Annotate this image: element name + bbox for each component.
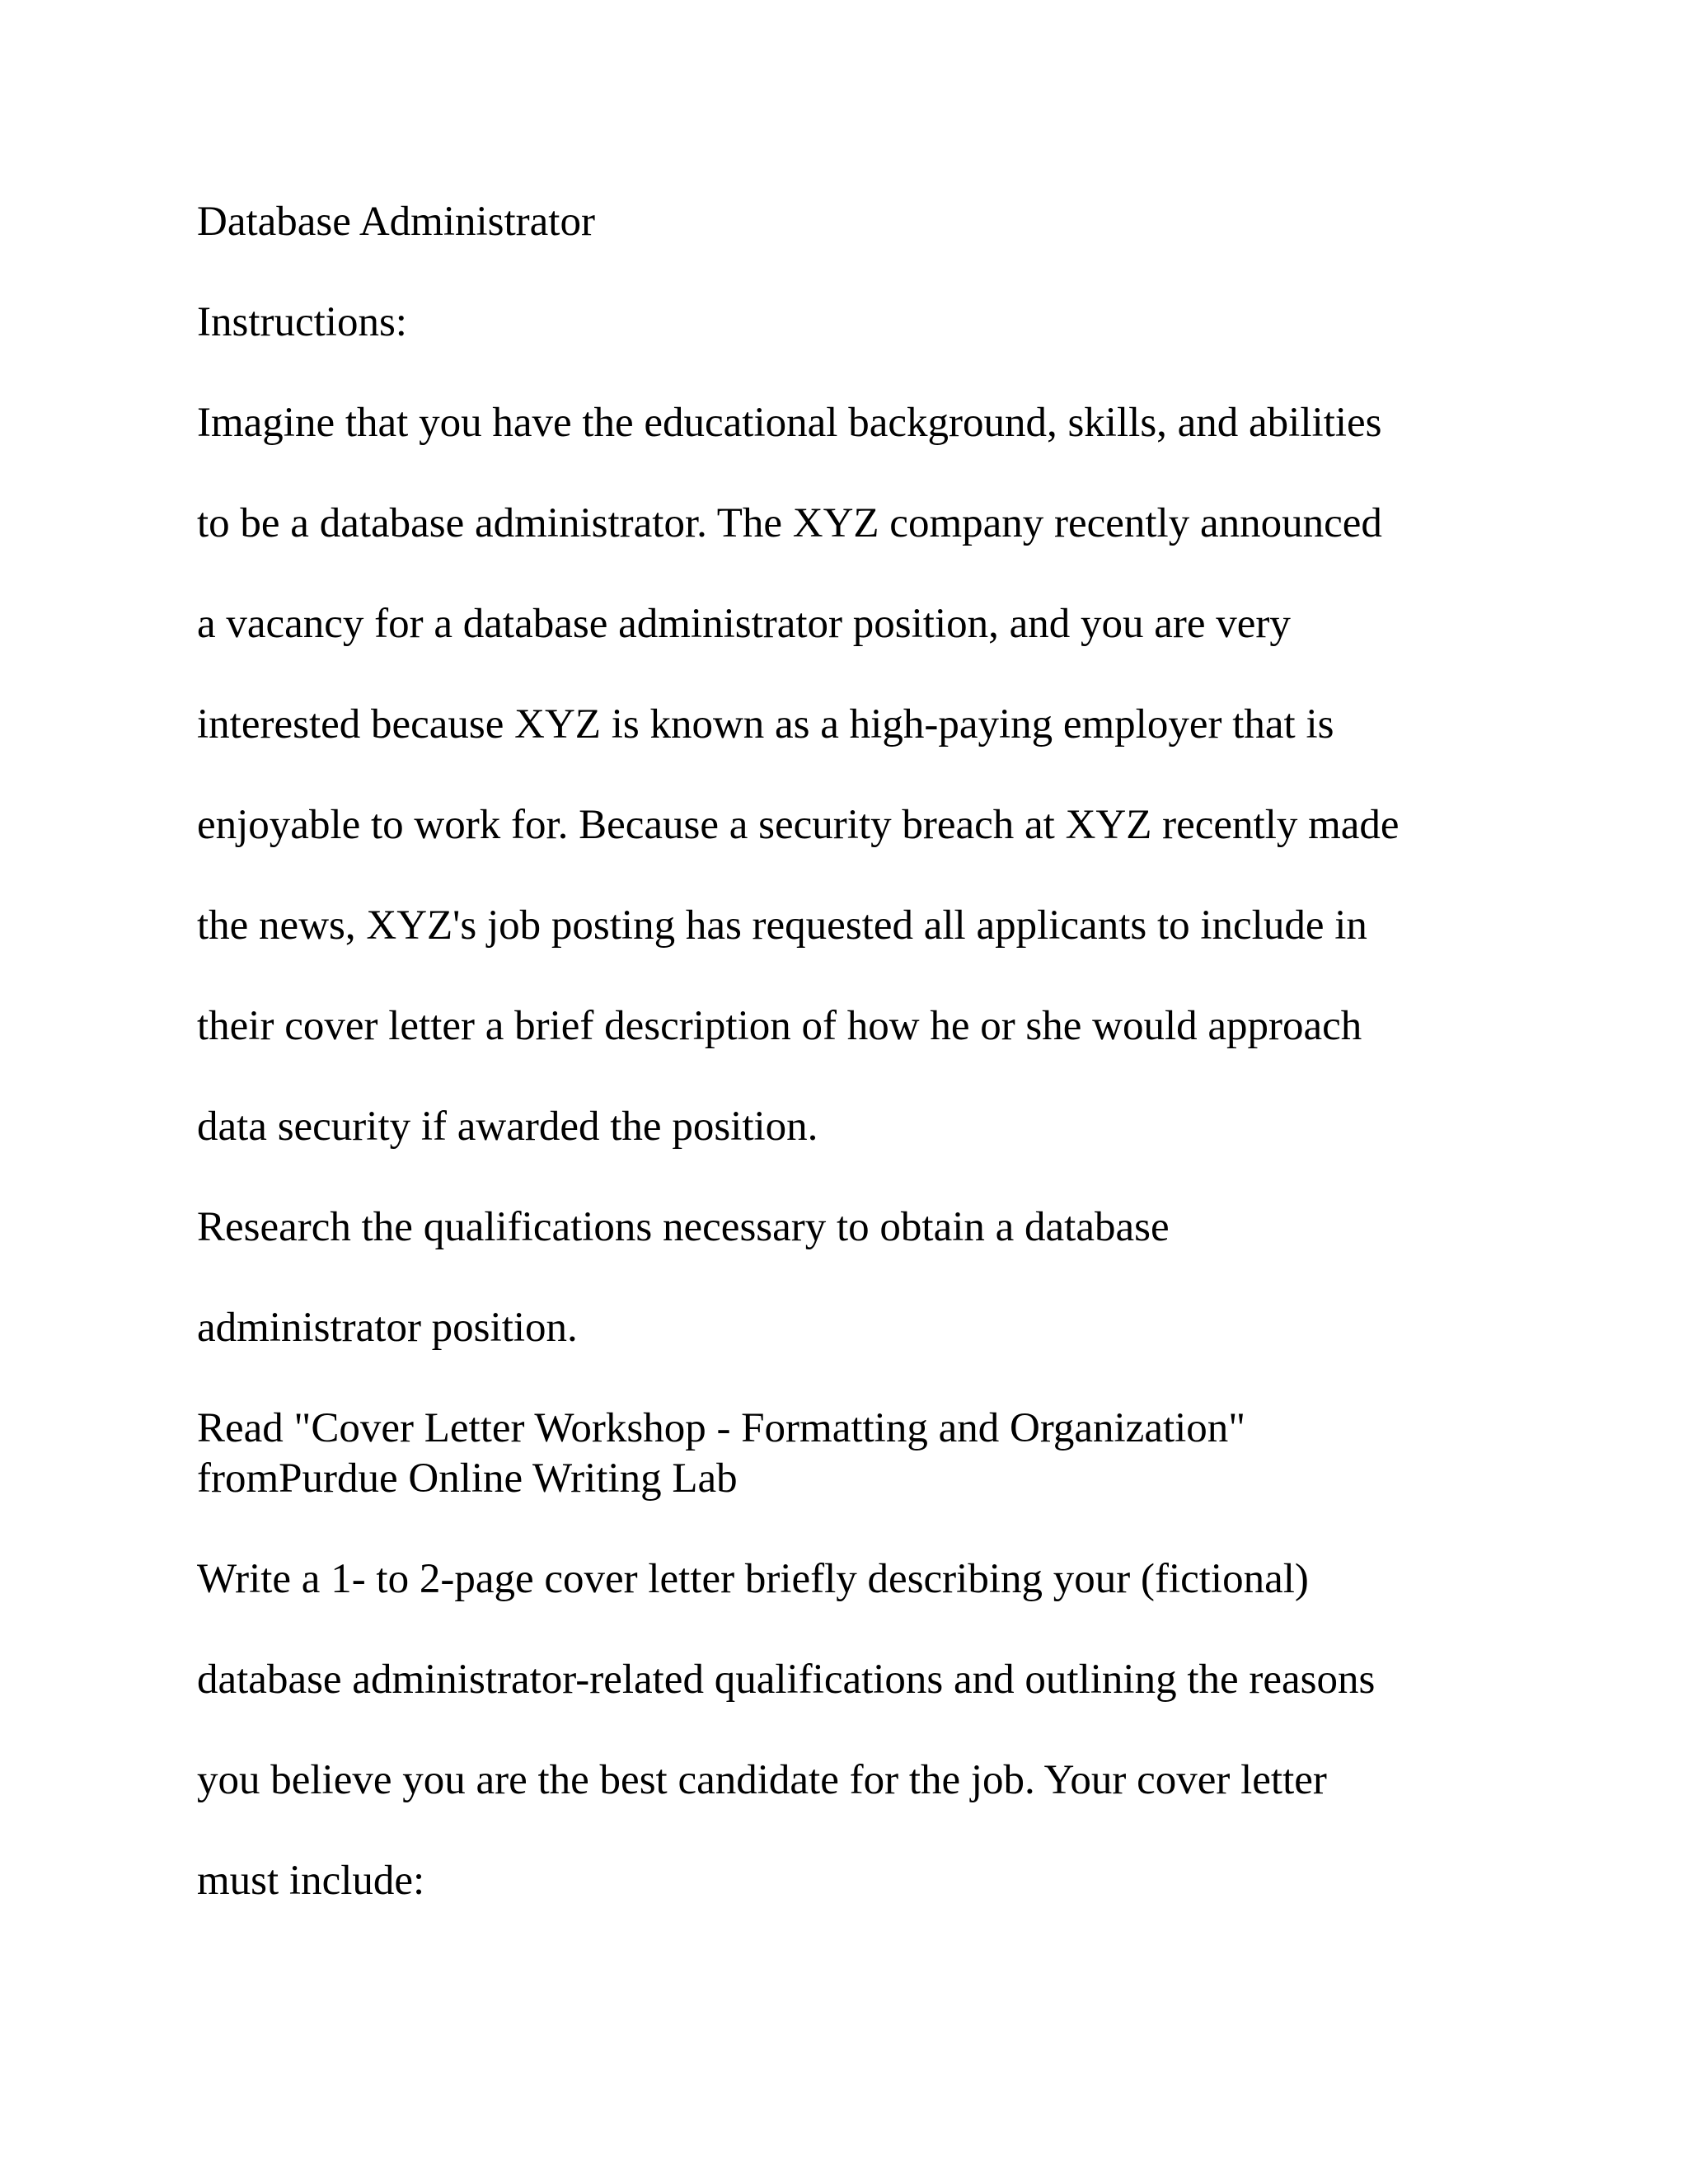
paragraph-line: data security if awarded the position.: [197, 1104, 818, 1150]
paragraph-line: Read "Cover Letter Workshop - Formatting and Organization": [197, 1405, 1246, 1451]
paragraph-line: their cover letter a brief description of how he or she would approach: [197, 1003, 1362, 1049]
paragraph-line: administrator position.: [197, 1305, 578, 1351]
document-title: Database Administrator: [197, 199, 595, 245]
paragraph-line: database administrator-related qualifications and outlining the reasons: [197, 1657, 1376, 1703]
paragraph-line: fromPurdue Online Writing Lab: [197, 1455, 738, 1502]
paragraph-line: you believe you are the best candidate for the job. Your cover letter: [197, 1757, 1327, 1803]
paragraph-line: must include:: [197, 1858, 425, 1904]
paragraph-line: Research the qualifications necessary to obtain a database: [197, 1204, 1170, 1250]
paragraph-line: to be a database administrator. The XYZ company recently announced: [197, 500, 1382, 546]
paragraph-line: the news, XYZ's job posting has requested all applicants to include in: [197, 902, 1367, 949]
paragraph-line: Write a 1- to 2-page cover letter briefly describing your (fictional): [197, 1556, 1309, 1602]
paragraph-line: interested because XYZ is known as a high-paying employer that is: [197, 701, 1334, 748]
paragraph-line: enjoyable to work for. Because a security breach at XYZ recently made: [197, 802, 1400, 848]
paragraph-line: Imagine that you have the educational background, skills, and abilities: [197, 400, 1382, 446]
instructions-label: Instructions:: [197, 299, 407, 345]
paragraph-line: a vacancy for a database administrator position, and you are very: [197, 601, 1291, 647]
